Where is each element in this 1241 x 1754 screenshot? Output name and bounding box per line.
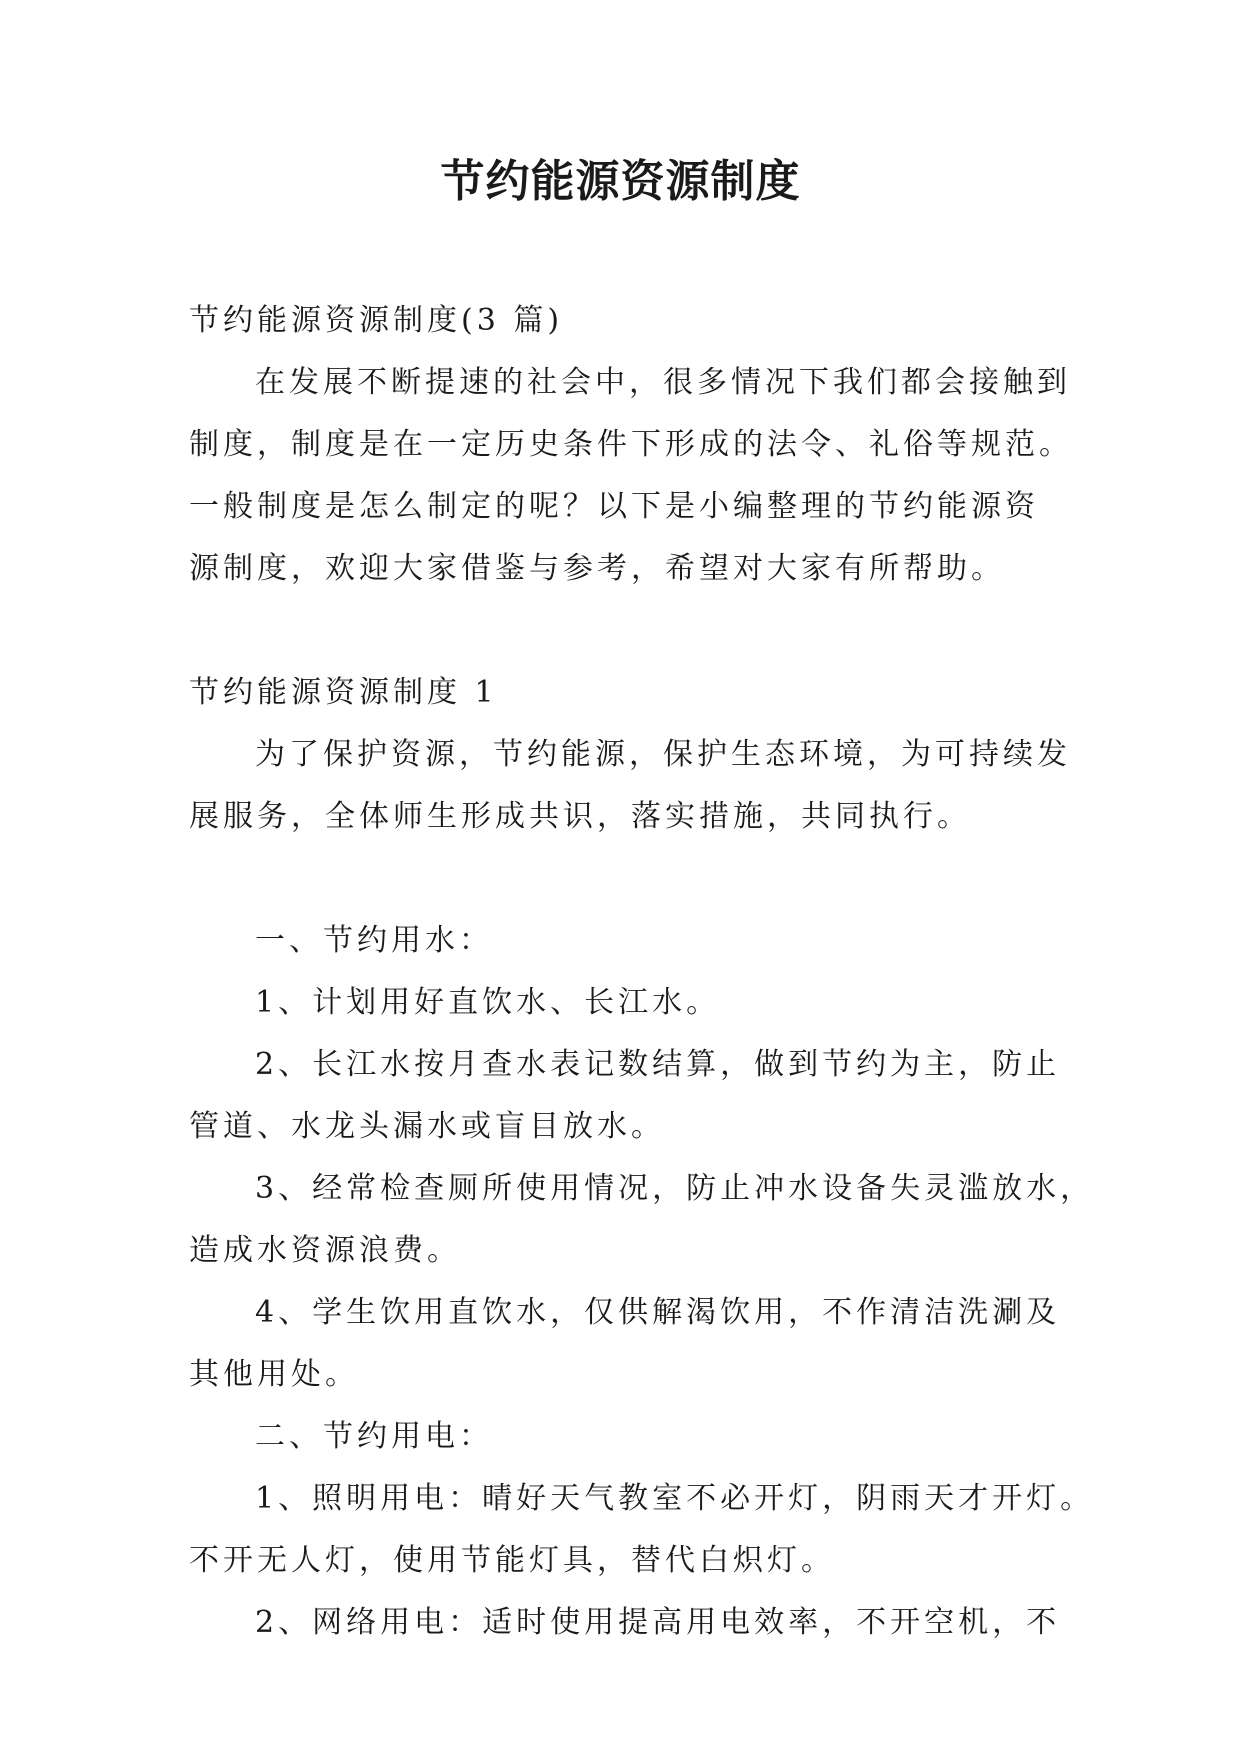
paragraph-gap bbox=[189, 600, 1059, 662]
section-line: 为了保护资源，节约能源，保护生态环境，为可持续发 bbox=[255, 737, 1071, 772]
intro-line: 制度，制度是在一定历史条件下形成的法令、礼俗等规范。 bbox=[189, 427, 1073, 462]
water-item: 4、学生饮用直饮水，仅供解渴饮用，不作清洁洗涮及 bbox=[255, 1295, 1061, 1330]
section-line: 展服务，全体师生形成共识，落实措施，共同执行。 bbox=[189, 799, 971, 834]
intro-line: 源制度，欢迎大家借鉴与参考，希望对大家有所帮助。 bbox=[189, 551, 1005, 586]
water-item-continued: 管道、水龙头漏水或盲目放水。 bbox=[189, 1109, 665, 1144]
water-item-continued: 造成水资源浪费。 bbox=[189, 1233, 461, 1268]
water-item-continued: 其他用处。 bbox=[189, 1357, 359, 1392]
document-body bbox=[189, 290, 1095, 1654]
document-subtitle: 节约能源资源制度(3 篇) bbox=[189, 303, 564, 338]
power-heading: 二、节约用电： bbox=[255, 1419, 493, 1454]
water-item: 1、计划用好直饮水、长江水。 bbox=[255, 985, 721, 1020]
power-item-continued: 不开无人灯，使用节能灯具，替代白炽灯。 bbox=[189, 1543, 835, 1578]
intro-line: 一般制度是怎么制定的呢？以下是小编整理的节约能源资 bbox=[189, 489, 1039, 524]
power-item: 2、网络用电：适时使用提高用电效率，不开空机，不 bbox=[255, 1605, 1061, 1640]
intro-line: 在发展不断提速的社会中，很多情况下我们都会接触到 bbox=[255, 365, 1071, 400]
water-item: 3、经常检查厕所使用情况，防止冲水设备失灵滥放水， bbox=[255, 1171, 1095, 1206]
power-item: 1、照明用电：晴好天气教室不必开灯，阴雨天才开灯。 bbox=[255, 1481, 1095, 1516]
section-heading: 节约能源资源制度 1 bbox=[189, 675, 498, 710]
water-heading: 一、节约用水： bbox=[255, 923, 493, 958]
document-title: 节约能源资源制度 bbox=[440, 156, 801, 207]
paragraph-gap bbox=[189, 848, 1059, 910]
water-item: 2、长江水按月查水表记数结算，做到节约为主，防止 bbox=[255, 1047, 1061, 1082]
